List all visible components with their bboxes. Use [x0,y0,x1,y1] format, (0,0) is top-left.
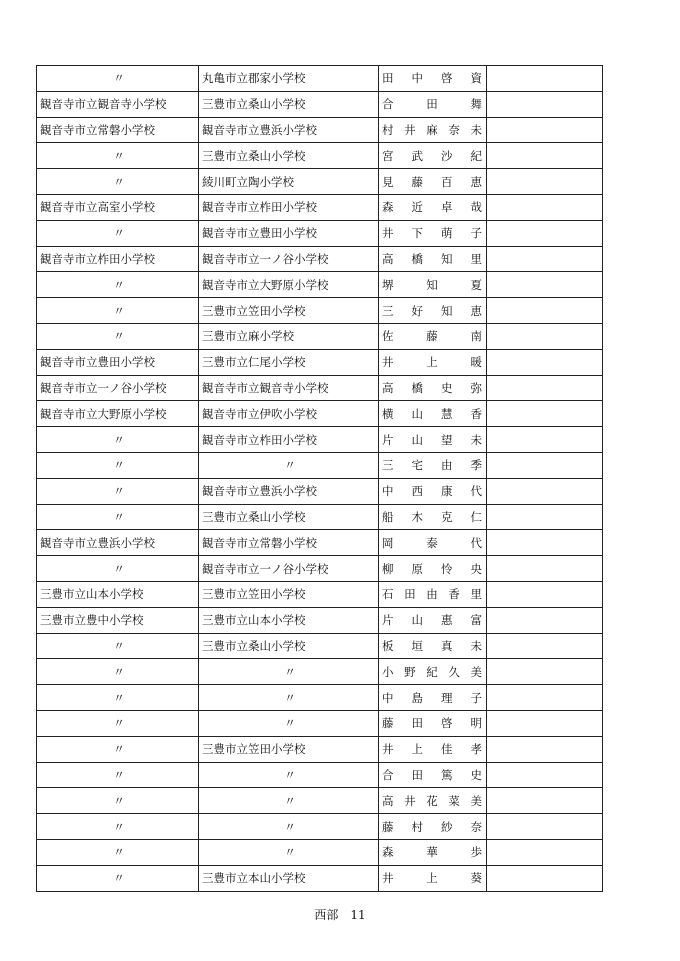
teacher-name: 高 井 花 菜 美 [382,793,482,808]
previous-school-cell: 〃 [37,298,199,324]
new-school-cell: 三豊市立山本小学校 [199,607,379,633]
blank-cell [487,581,603,607]
table-row [37,814,603,840]
teacher-name: 横 山 慧 香 [382,406,482,421]
table-row [37,659,603,685]
teacher-name-cell [379,710,487,736]
teacher-name-cell [379,66,487,92]
table-row [37,91,603,117]
table-row [37,865,603,891]
new-school-cell: 三豊市立麻小学校 [199,323,379,349]
new-school-cell: 観音寺市立一ノ谷小学校 [199,556,379,582]
previous-school-cell: 〃 [37,839,199,865]
teacher-name: 見 藤 百 恵 [382,174,482,189]
teacher-name-cell [379,272,487,298]
teacher-name: 片 山 惠 富 [382,613,482,628]
previous-school-cell: 〃 [37,323,199,349]
new-school-cell: 三豊市立笠田小学校 [199,298,379,324]
teacher-name-cell [379,530,487,556]
table-row [37,349,603,375]
new-school-cell: 綾川町立陶小学校 [199,169,379,195]
new-school-cell: 〃 [199,814,379,840]
previous-school-cell: 観音寺市立豊浜小学校 [37,530,199,556]
table-row [37,427,603,453]
blank-cell [487,375,603,401]
teacher-name-cell [379,865,487,891]
teacher-name-cell [379,169,487,195]
blank-cell [487,556,603,582]
new-school-cell: 〃 [199,685,379,711]
table-row [37,530,603,556]
teacher-name-cell [379,349,487,375]
new-school-cell: 観音寺市立大野原小学校 [199,272,379,298]
blank-cell [487,504,603,530]
previous-school-cell: 〃 [37,736,199,762]
new-school-cell: 観音寺市立豊浜小学校 [199,117,379,143]
teacher-name: 合 田 舞 [382,97,482,112]
table-row [37,556,603,582]
previous-school-cell: 〃 [37,169,199,195]
blank-cell [487,814,603,840]
new-school-cell: 観音寺市立観音寺小学校 [199,375,379,401]
teacher-name: 三 好 知 恵 [382,303,482,318]
teacher-name-cell [379,478,487,504]
teacher-name: 井 上 葵 [382,871,482,886]
new-school-cell: 三豊市立笠田小学校 [199,581,379,607]
table-row [37,323,603,349]
teacher-name-cell [379,659,487,685]
roster-body [37,66,603,892]
previous-school-cell: 〃 [37,66,199,92]
blank-cell [487,710,603,736]
table-row [37,478,603,504]
teacher-name: 高 橋 知 里 [382,251,482,266]
new-school-cell: 三豊市立笠田小学校 [199,736,379,762]
blank-cell [487,66,603,92]
teacher-name: 田 中 啓 資 [382,71,482,86]
blank-cell [487,272,603,298]
table-row [37,272,603,298]
previous-school-cell: 観音寺市立常磐小学校 [37,117,199,143]
teacher-name: 井 上 暖 [382,355,482,370]
blank-cell [487,349,603,375]
new-school-cell: 三豊市立本山小学校 [199,865,379,891]
new-school-cell: 観音寺市立豊田小学校 [199,220,379,246]
blank-cell [487,143,603,169]
blank-cell [487,633,603,659]
new-school-cell: 〃 [199,659,379,685]
previous-school-cell: 〃 [37,814,199,840]
blank-cell [487,659,603,685]
previous-school-cell: 〃 [37,762,199,788]
teacher-name: 小 野 紀 久 美 [382,664,482,679]
teacher-name: 高 橋 史 弥 [382,380,482,395]
table-row [37,66,603,92]
new-school-cell: 観音寺市立豊浜小学校 [199,478,379,504]
blank-cell [487,401,603,427]
table-row [37,504,603,530]
blank-cell [487,788,603,814]
previous-school-cell: 三豊市立山本小学校 [37,581,199,607]
teacher-name-cell [379,607,487,633]
new-school-cell: 三豊市立桑山小学校 [199,504,379,530]
new-school-cell: 〃 [199,710,379,736]
table-row [37,685,603,711]
teacher-name: 岡 泰 代 [382,535,482,550]
page-footer: 西部 11 [314,908,366,922]
teacher-name-cell [379,91,487,117]
blank-cell [487,736,603,762]
teacher-name-cell [379,556,487,582]
new-school-cell: 〃 [199,762,379,788]
blank-cell [487,246,603,272]
teacher-name-cell [379,788,487,814]
blank-cell [487,169,603,195]
new-school-cell: 〃 [199,839,379,865]
blank-cell [487,607,603,633]
table-row [37,246,603,272]
teacher-name: 合 田 篤 史 [382,767,482,782]
table-row [37,375,603,401]
new-school-cell: 丸亀市立郡家小学校 [199,66,379,92]
teacher-name: 宮 武 沙 紀 [382,148,482,163]
teacher-name-cell [379,427,487,453]
table-row [37,607,603,633]
table-row [37,633,603,659]
previous-school-cell: 〃 [37,427,199,453]
teacher-name: 佐 藤 南 [382,329,482,344]
table-row [37,788,603,814]
new-school-cell: 〃 [199,788,379,814]
previous-school-cell: 〃 [37,220,199,246]
table-row [37,452,603,478]
teacher-name-cell [379,814,487,840]
blank-cell [487,452,603,478]
teacher-name-cell [379,839,487,865]
previous-school-cell: 観音寺市立柞田小学校 [37,246,199,272]
table-row [37,581,603,607]
blank-cell [487,865,603,891]
blank-cell [487,117,603,143]
blank-cell [487,478,603,504]
teacher-name-cell [379,736,487,762]
teacher-name-cell [379,323,487,349]
previous-school-cell: 観音寺市立一ノ谷小学校 [37,375,199,401]
table-row [37,401,603,427]
table-row [37,169,603,195]
teacher-name-cell [379,143,487,169]
blank-cell [487,685,603,711]
table-row [37,143,603,169]
teacher-name-cell [379,581,487,607]
previous-school-cell: 〃 [37,504,199,530]
transfer-roster-table [36,65,603,892]
new-school-cell: 観音寺市立柞田小学校 [199,427,379,453]
new-school-cell: 三豊市立桑山小学校 [199,91,379,117]
table-row [37,736,603,762]
previous-school-cell: 〃 [37,272,199,298]
new-school-cell: 〃 [199,452,379,478]
previous-school-cell: 三豊市立豊中小学校 [37,607,199,633]
table-row [37,839,603,865]
previous-school-cell: 観音寺市立大野原小学校 [37,401,199,427]
teacher-name: 柳 原 怜 央 [382,561,482,576]
blank-cell [487,91,603,117]
blank-cell [487,762,603,788]
previous-school-cell: 〃 [37,556,199,582]
new-school-cell: 三豊市立仁尾小学校 [199,349,379,375]
blank-cell [487,220,603,246]
table-row [37,762,603,788]
teacher-name: 井 上 佳 孝 [382,742,482,757]
teacher-name-cell [379,504,487,530]
teacher-name-cell [379,375,487,401]
teacher-name: 堺 知 夏 [382,277,482,292]
blank-cell [487,323,603,349]
new-school-cell: 三豊市立桑山小学校 [199,633,379,659]
teacher-name: 藤 村 紗 奈 [382,819,482,834]
previous-school-cell: 〃 [37,659,199,685]
teacher-name-cell [379,246,487,272]
table-row [37,298,603,324]
previous-school-cell: 観音寺市立豊田小学校 [37,349,199,375]
teacher-name: 森 近 卓 哉 [382,200,482,215]
teacher-name-cell [379,117,487,143]
teacher-name: 板 垣 真 未 [382,638,482,653]
teacher-name-cell [379,220,487,246]
teacher-name-cell [379,194,487,220]
teacher-name: 船 木 克 仁 [382,509,482,524]
blank-cell [487,194,603,220]
teacher-name: 森 華 歩 [382,845,482,860]
teacher-name: 中 島 理 子 [382,690,482,705]
new-school-cell: 観音寺市立一ノ谷小学校 [199,246,379,272]
previous-school-cell: 〃 [37,788,199,814]
previous-school-cell: 〃 [37,143,199,169]
teacher-name-cell [379,633,487,659]
teacher-name: 三 宅 由 季 [382,458,482,473]
blank-cell [487,530,603,556]
teacher-name: 藤 田 啓 明 [382,716,482,731]
teacher-name: 村 井 麻 奈 未 [382,122,482,137]
new-school-cell: 観音寺市立伊吹小学校 [199,401,379,427]
table-row [37,220,603,246]
teacher-name-cell [379,685,487,711]
previous-school-cell: 〃 [37,478,199,504]
previous-school-cell: 観音寺市立観音寺小学校 [37,91,199,117]
previous-school-cell: 〃 [37,710,199,736]
teacher-name-cell [379,401,487,427]
teacher-name: 片 山 望 未 [382,432,482,447]
teacher-name: 井 下 萌 子 [382,226,482,241]
previous-school-cell: 〃 [37,865,199,891]
new-school-cell: 三豊市立桑山小学校 [199,143,379,169]
previous-school-cell: 〃 [37,452,199,478]
new-school-cell: 観音寺市立常磐小学校 [199,530,379,556]
new-school-cell: 観音寺市立柞田小学校 [199,194,379,220]
teacher-name: 中 西 康 代 [382,484,482,499]
previous-school-cell: 観音寺市立高室小学校 [37,194,199,220]
blank-cell [487,298,603,324]
table-row [37,117,603,143]
blank-cell [487,839,603,865]
table-row [37,710,603,736]
previous-school-cell: 〃 [37,633,199,659]
teacher-name-cell [379,298,487,324]
previous-school-cell: 〃 [37,685,199,711]
table-row [37,194,603,220]
teacher-name: 石 田 由 香 里 [382,587,482,602]
teacher-name-cell [379,452,487,478]
blank-cell [487,427,603,453]
teacher-name-cell [379,762,487,788]
